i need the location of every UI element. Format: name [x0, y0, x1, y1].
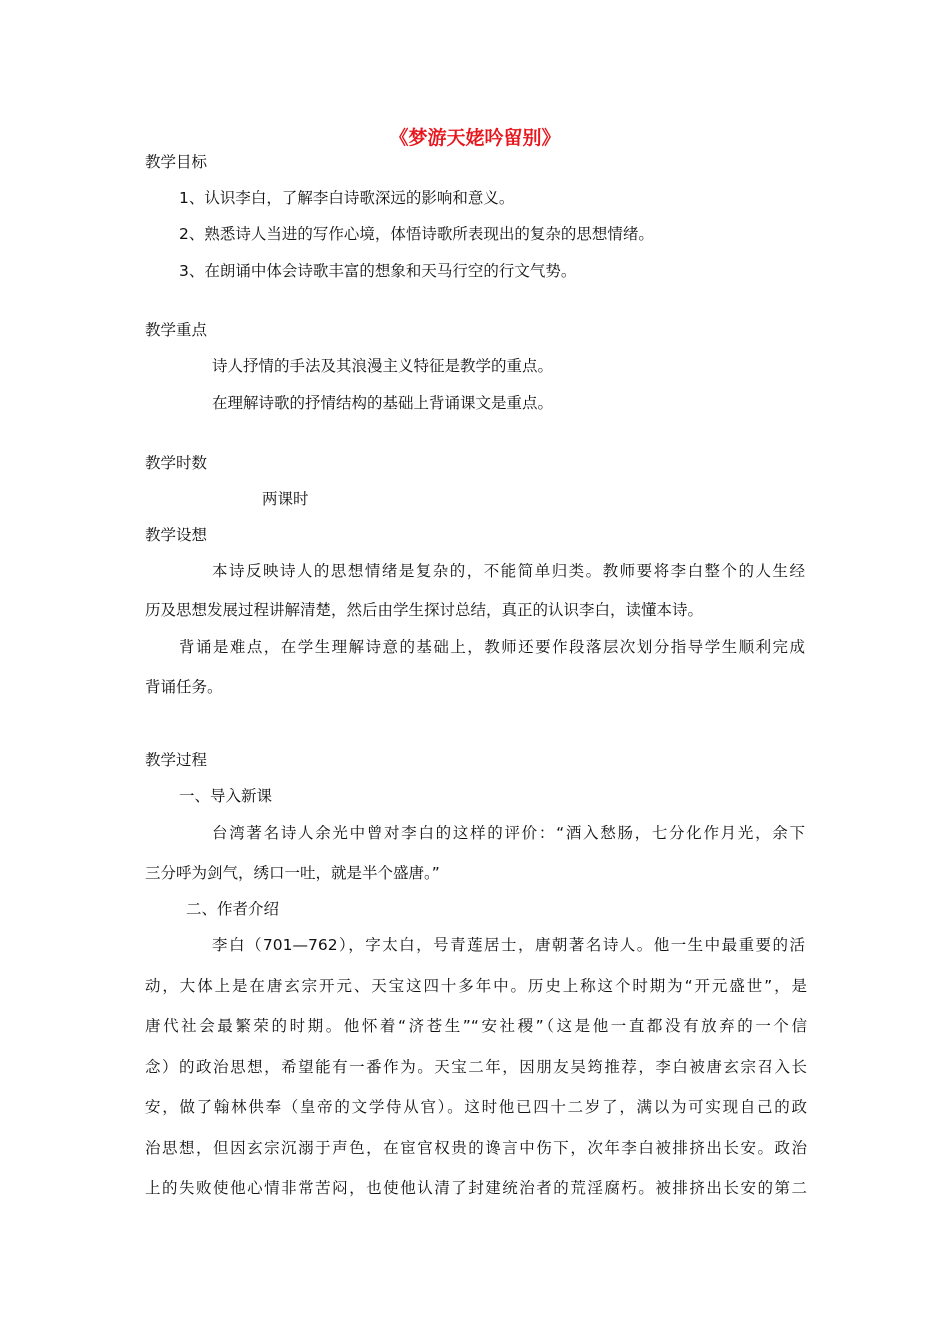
- intro-paragraph-line: 台湾著名诗人余光中曾对李白的这样的评价：“酒入愁肠，七分化作月光，余下: [212, 824, 805, 842]
- author-paragraph-line: 念）的政治思想，希望能有一番作为。天宝二年，因朋友吴筠推荐，李白被唐玄宗召入长: [145, 1058, 807, 1076]
- subsection-heading-intro: 一、导入新课: [179, 787, 273, 805]
- author-paragraph-line: 唐代社会最繁荣的时期。他怀着“济苍生”“安社稷”（这是他一直都没有放弃的一个信: [145, 1017, 807, 1035]
- author-paragraph-line: 上的失败使他心情非常苦闷，也使他认清了封建统治者的荒淫腐朽。被排挤出长安的第二: [145, 1179, 807, 1197]
- intro-paragraph-line: 三分呼为剑气，绣口一吐，就是半个盛唐。”: [145, 864, 440, 882]
- section-heading-design: 教学设想: [145, 526, 208, 544]
- design-paragraph-line: 历及思想发展过程讲解清楚，然后由学生探讨总结，真正的认识李白，读懂本诗。: [145, 601, 704, 619]
- section-heading-process: 教学过程: [145, 751, 208, 769]
- design-paragraph-line: 背诵是难点，在学生理解诗意的基础上，教师还要作段落层次划分指导学生顺利完成: [179, 638, 805, 656]
- section-heading-focus: 教学重点: [145, 321, 208, 339]
- author-paragraph-line: 治思想，但因玄宗沉溺于声色，在宦官权贵的谗言中伤下，次年李白被排挤出长安。政治: [145, 1139, 807, 1157]
- goal-item: 2、熟悉诗人当进的写作心境，体悟诗歌所表现出的复杂的思想情绪。: [179, 225, 654, 243]
- focus-item: 在理解诗歌的抒情结构的基础上背诵课文是重点。: [212, 394, 554, 412]
- author-paragraph-line: 安，做了翰林供奉（皇帝的文学侍从官）。这时他已四十二岁了，满以为可实现自己的政: [145, 1098, 807, 1116]
- focus-item: 诗人抒情的手法及其浪漫主义特征是教学的重点。: [212, 357, 554, 375]
- design-paragraph-line: 背诵任务。: [145, 678, 223, 696]
- goal-item: 1、认识李白，了解李白诗歌深远的影响和意义。: [179, 189, 515, 207]
- goal-item: 3、在朗诵中体会诗歌丰富的想象和天马行空的行文气势。: [179, 262, 577, 280]
- design-paragraph-line: 本诗反映诗人的思想情绪是复杂的，不能简单归类。教师要将李白整个的人生经: [212, 562, 805, 580]
- hours-value: 两课时: [262, 490, 309, 508]
- author-paragraph-line: 动，大体上是在唐玄宗开元、天宝这四十多年中。历史上称这个时期为“开元盛世”，是: [145, 977, 807, 995]
- author-paragraph-line: 李白（701—762），字太白，号青莲居士，唐朝著名诗人。他一生中最重要的活: [212, 936, 805, 954]
- document-title: 《梦游天姥吟留别》: [389, 127, 561, 149]
- section-heading-hours: 教学时数: [145, 454, 208, 472]
- subsection-heading-author: 二、作者介绍: [186, 900, 280, 918]
- section-heading-goals: 教学目标: [145, 153, 208, 171]
